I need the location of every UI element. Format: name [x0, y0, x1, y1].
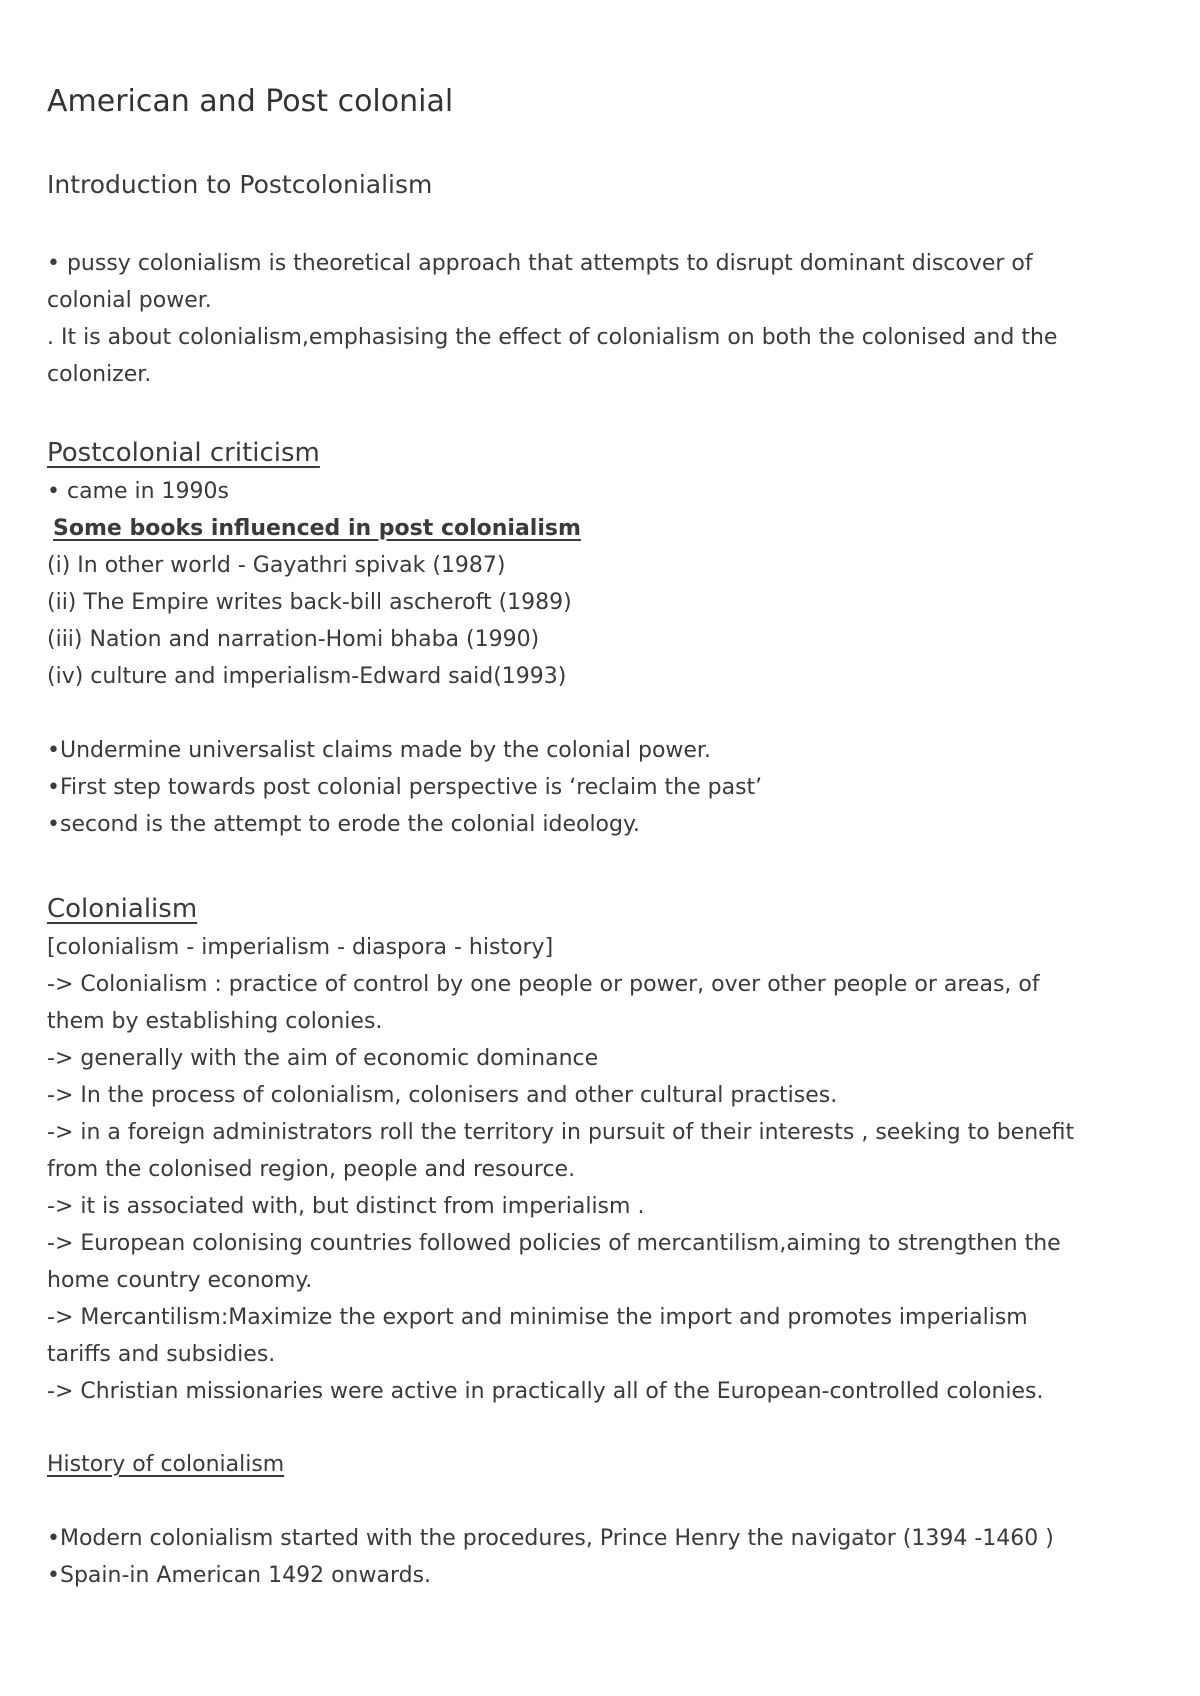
colonialism-line: -> European colonising countries followed policies of mercantilism,aiming to strengthen the — [47, 1231, 1061, 1256]
criticism-section — [47, 433, 1167, 843]
book-item: (iv) culture and imperialism-Edward said(1993) — [47, 664, 567, 689]
books-heading: Some books influenced in post colonialism — [53, 516, 581, 541]
intro-line: • pussy colonialism is theoretical approach that attempts to disrupt dominant discover of — [47, 251, 1033, 276]
criticism-heading: Postcolonial criticism — [47, 438, 320, 468]
history-section — [47, 1446, 1167, 1594]
colonialism-line: tariffs and subsidies. — [47, 1342, 276, 1367]
intro-heading: Introduction to Postcolonialism — [47, 170, 433, 199]
colonialism-line: -> Christian missionaries were active in practically all of the European-controlled colonies. — [47, 1379, 1044, 1404]
intro-line: colonial power. — [47, 288, 212, 313]
colonialism-line: home country economy. — [47, 1268, 313, 1293]
colonialism-line: [colonialism - imperialism - diaspora - history] — [47, 935, 554, 960]
criticism-point: •second is the attempt to erode the colonial ideology. — [47, 812, 640, 837]
criticism-point: •First step towards post colonial perspective is ‘reclaim the past’ — [47, 775, 763, 800]
colonialism-line: -> Colonialism : practice of control by one people or power, over other people or areas, of — [47, 972, 1040, 997]
colonialism-line: from the colonised region, people and resource. — [47, 1157, 576, 1182]
document-title: American and Post colonial — [47, 84, 454, 119]
criticism-point: •Undermine universalist claims made by the colonial power. — [47, 738, 711, 763]
book-item: (iii) Nation and narration-Homi bhaba (1990) — [47, 627, 540, 652]
blank-line — [47, 695, 1167, 732]
colonialism-section — [47, 889, 1167, 1410]
book-item: (i) In other world - Gayathri spivak (1987) — [47, 553, 506, 578]
book-item: (ii) The Empire writes back-bill ascheroft (1989) — [47, 590, 572, 615]
history-heading: History of colonialism — [47, 1452, 285, 1477]
history-line: •Modern colonialism started with the procedures, Prince Henry the navigator (1394 -1460 ) — [47, 1526, 1054, 1551]
intro-line: . It is about colonialism,emphasising the effect of colonialism on both the colonised and the — [47, 325, 1058, 350]
colonialism-line: -> generally with the aim of economic dominance — [47, 1046, 599, 1071]
colonialism-line: -> Mercantilism:Maximize the export and minimise the import and promotes imperialism — [47, 1305, 1028, 1330]
colonialism-line: them by establishing colonies. — [47, 1009, 383, 1034]
criticism-came: • came in 1990s — [47, 479, 230, 504]
colonialism-line: -> In the process of colonialism, colonisers and other cultural practises. — [47, 1083, 838, 1108]
colonialism-line: -> in a foreign administrators roll the territory in pursuit of their interests , seeking to benefit — [47, 1120, 1075, 1145]
blank-line — [47, 1483, 1167, 1520]
intro-paragraph — [47, 245, 1167, 393]
colonialism-heading: Colonialism — [47, 894, 198, 924]
colonialism-line: -> it is associated with, but distinct from imperialism . — [47, 1194, 645, 1219]
history-line: •Spain-in American 1492 onwards. — [47, 1563, 432, 1588]
intro-line: colonizer. — [47, 362, 152, 387]
